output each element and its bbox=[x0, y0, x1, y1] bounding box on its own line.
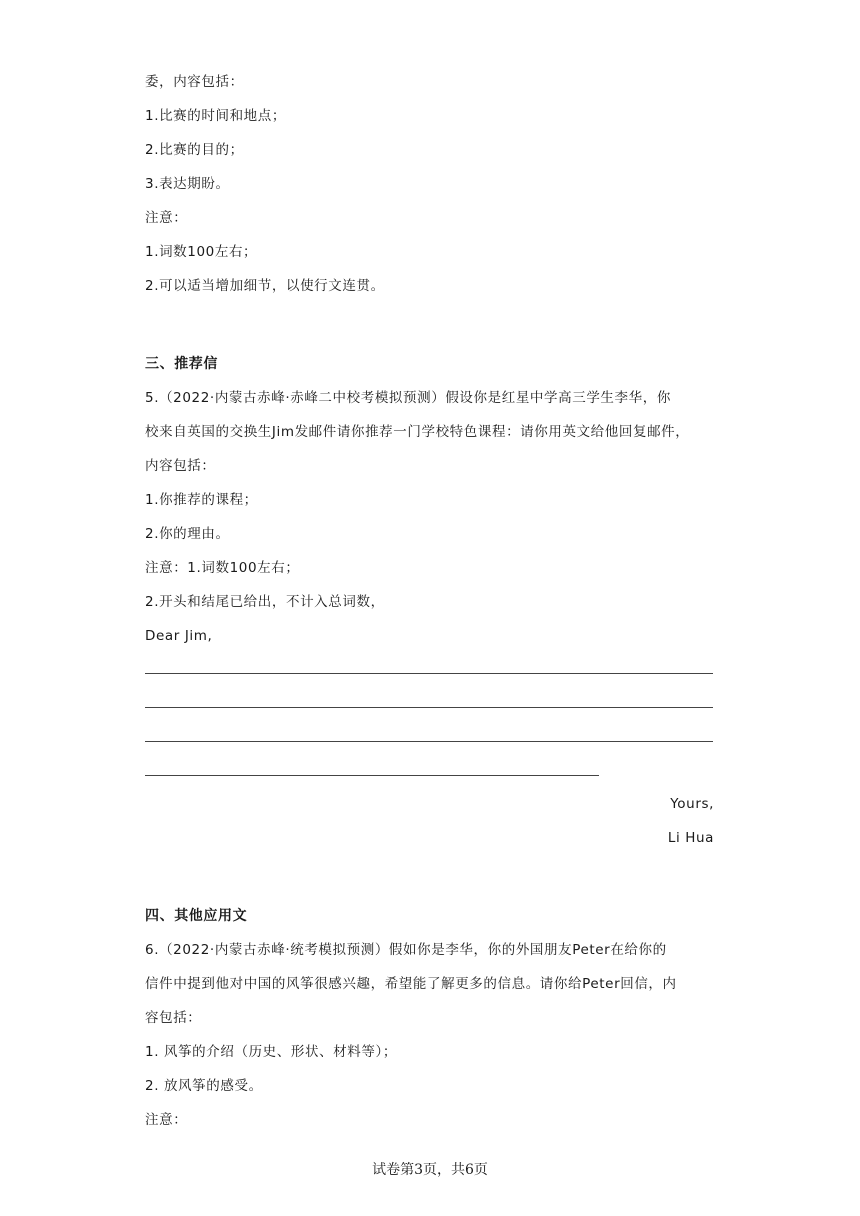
section-heading: 三、推荐信 bbox=[145, 356, 218, 372]
question-line: 注意：1.词数100左右； bbox=[145, 560, 300, 576]
question-line: 1.你推荐的课程； bbox=[145, 492, 258, 508]
letter-signature: Li Hua bbox=[667, 830, 714, 846]
text-line: 注意： bbox=[145, 210, 188, 226]
answer-line bbox=[145, 673, 713, 674]
question-line: 6.（2022·内蒙古赤峰·统考模拟预测）假如你是李华，你的外国朋友Peter在给你的 bbox=[145, 942, 667, 958]
question-line: 信件中提到他对中国的风筝很感兴趣，希望能了解更多的信息。请你给Peter回信，内 bbox=[145, 976, 677, 992]
question-line: 2.开头和结尾已给出，不计入总词数， bbox=[145, 594, 385, 610]
answer-line bbox=[145, 775, 599, 776]
letter-closing: Yours, bbox=[670, 796, 714, 812]
letter-greeting: Dear Jim, bbox=[145, 628, 213, 644]
section-heading: 四、其他应用文 bbox=[145, 908, 248, 924]
text-line: 1.比赛的时间和地点； bbox=[145, 108, 286, 124]
question-line: 2. 放风筝的感受。 bbox=[145, 1078, 263, 1094]
question-line: 校来自英国的交换生Jim发邮件请你推荐一门学校特色课程：请你用英文给他回复邮件， bbox=[145, 424, 690, 440]
answer-line bbox=[145, 707, 713, 708]
question-line: 5.（2022·内蒙古赤峰·赤峰二中校考模拟预测）假设你是红星中学高三学生李华，你 bbox=[145, 390, 671, 406]
text-line: 3.表达期盼。 bbox=[145, 176, 230, 192]
answer-line bbox=[145, 741, 713, 742]
text-line: 2.比赛的目的； bbox=[145, 142, 244, 158]
text-line: 委，内容包括： bbox=[145, 74, 244, 90]
text-line: 1.词数100左右； bbox=[145, 244, 258, 260]
question-line: 容包括： bbox=[145, 1010, 202, 1026]
question-line: 2.你的理由。 bbox=[145, 526, 230, 542]
page-footer: 试卷第3页，共6页 bbox=[372, 1162, 488, 1178]
text-line: 2.可以适当增加细节，以使行文连贯。 bbox=[145, 278, 385, 294]
question-line: 内容包括： bbox=[145, 458, 216, 474]
question-line: 注意： bbox=[145, 1112, 188, 1128]
question-line: 1. 风筝的介绍（历史、形状、材料等）； bbox=[145, 1044, 397, 1060]
